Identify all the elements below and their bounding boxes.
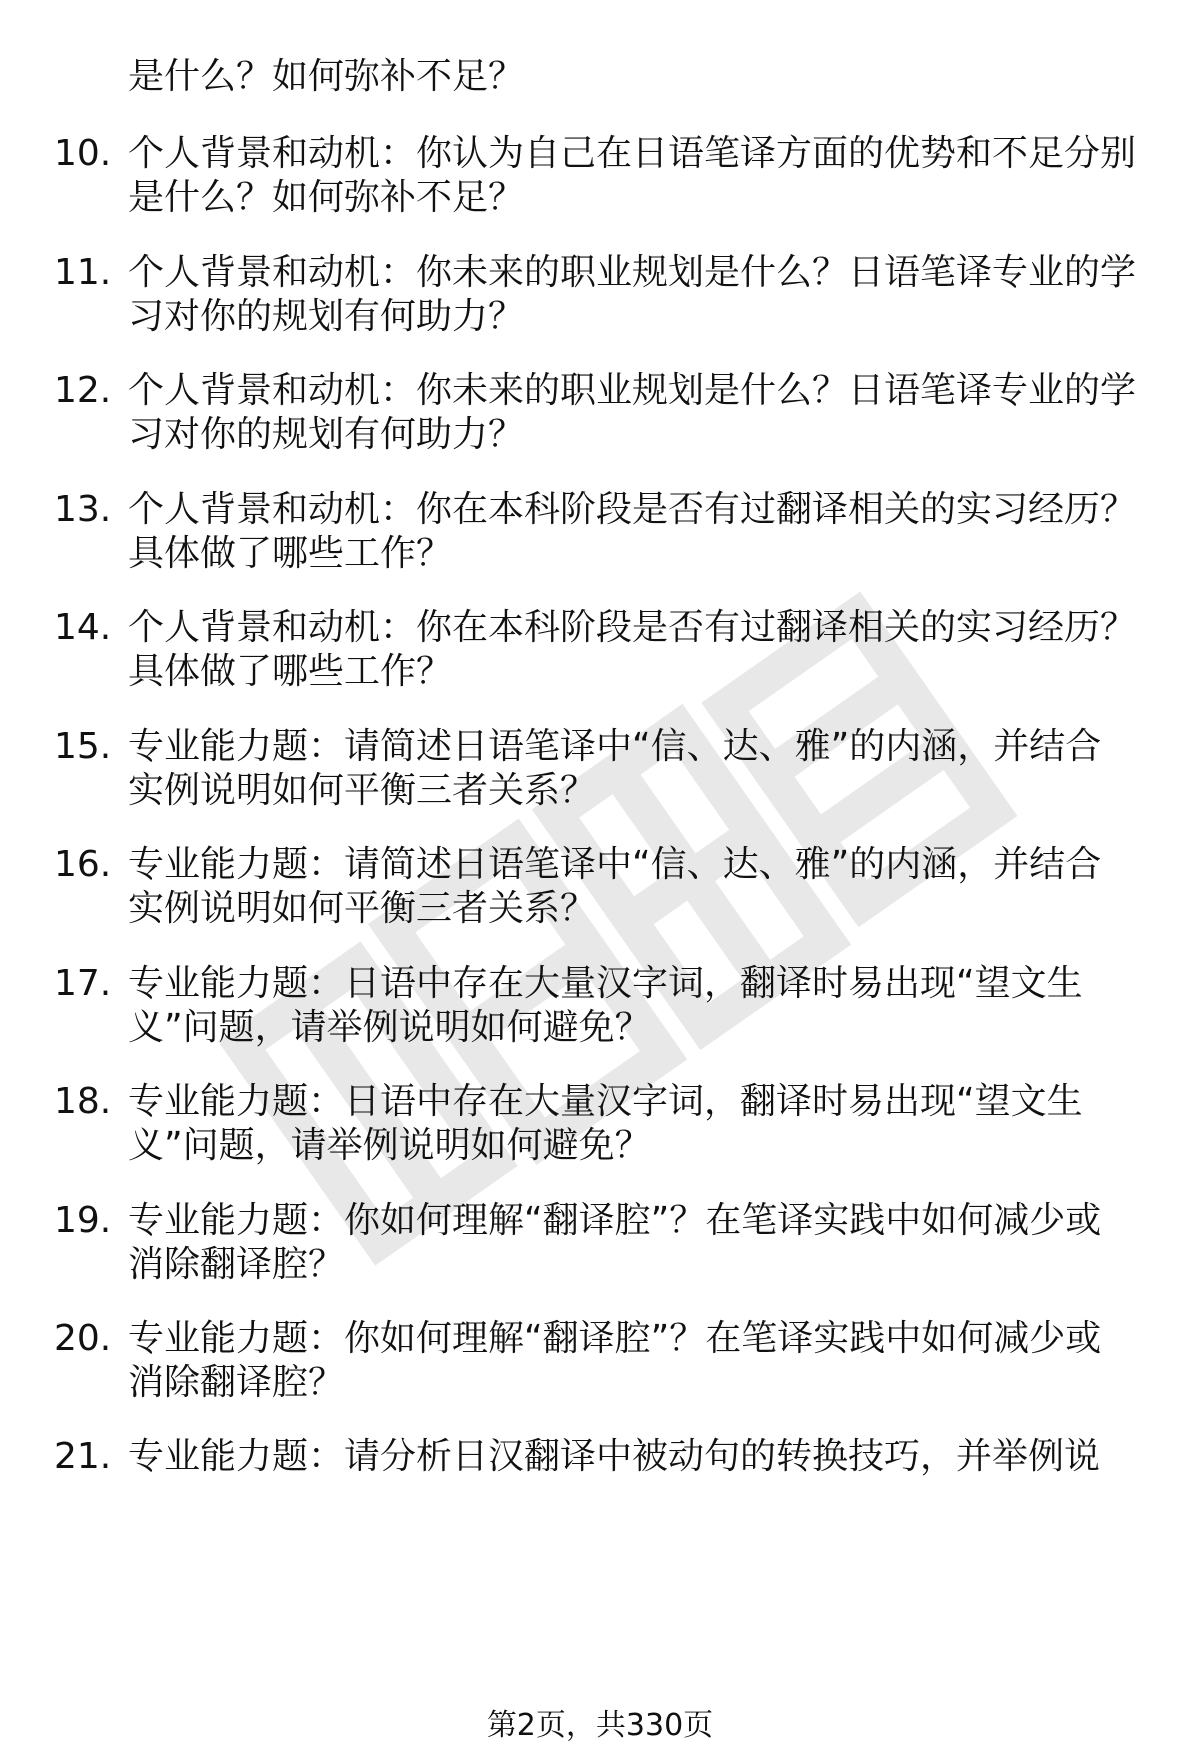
item-text-line2: 实例说明如何平衡三者关系？ bbox=[128, 770, 597, 811]
item-number: 10. bbox=[54, 133, 112, 174]
item-number: 20. bbox=[54, 1318, 112, 1359]
item-number: 16. bbox=[54, 844, 112, 885]
item-number: 13. bbox=[54, 489, 112, 530]
item-number: 18. bbox=[54, 1081, 112, 1122]
item-text-line2: 习对你的规划有何助力？ bbox=[128, 296, 525, 337]
item-number: 17. bbox=[54, 963, 112, 1004]
item-text-line1: 个人背景和动机：你未来的职业规划是什么？日语笔译专业的学 bbox=[128, 370, 1137, 411]
item-text-line1: 个人背景和动机：你认为自己在日语笔译方面的优势和不足分别 bbox=[128, 133, 1137, 174]
item-text-line1: 专业能力题：请简述日语笔译中“信、达、雅”的内涵，并结合 bbox=[128, 726, 1102, 767]
item-text-line1: 专业能力题：日语中存在大量汉字词，翻译时易出现“望文生 bbox=[128, 1081, 1083, 1122]
item-text-line1: 专业能力题：你如何理解“翻译腔”？在笔译实践中如何减少或 bbox=[128, 1200, 1102, 1241]
item-number: 15. bbox=[54, 726, 112, 767]
item-text-line2: 实例说明如何平衡三者关系？ bbox=[128, 888, 597, 929]
item-number: 14. bbox=[54, 607, 112, 648]
item-number: 11. bbox=[54, 252, 112, 293]
item-text-line1: 专业能力题：日语中存在大量汉字词，翻译时易出现“望文生 bbox=[128, 963, 1083, 1004]
item-number: 21. bbox=[54, 1436, 112, 1477]
item-text-line2: 义”问题，请举例说明如何避免？ bbox=[128, 1007, 651, 1048]
page-footer: 第2页，共330页 bbox=[486, 1708, 714, 1743]
item-text-line1: 专业能力题：请分析日汉翻译中被动句的转换技巧，并举例说 bbox=[128, 1436, 1101, 1477]
item-text-line1: 专业能力题：你如何理解“翻译腔”？在笔译实践中如何减少或 bbox=[128, 1318, 1102, 1359]
item-text-line1: 专业能力题：请简述日语笔译中“信、达、雅”的内涵，并结合 bbox=[128, 844, 1102, 885]
item-text-line2: 习对你的规划有何助力？ bbox=[128, 414, 525, 455]
item-text-line1: 个人背景和动机：你在本科阶段是否有过翻译相关的实习经历？ bbox=[128, 607, 1137, 648]
item-text-line1: 个人背景和动机：你未来的职业规划是什么？日语笔译专业的学 bbox=[128, 252, 1137, 293]
item-text-line2: 具体做了哪些工作？ bbox=[128, 651, 453, 692]
item-text-line2: 消除翻译腔？ bbox=[128, 1244, 345, 1285]
continuation-text: 是什么？如何弥补不足？ bbox=[128, 56, 525, 97]
item-number: 19. bbox=[54, 1200, 112, 1241]
item-text-line2: 具体做了哪些工作？ bbox=[128, 533, 453, 574]
item-text-line2: 义”问题，请举例说明如何避免？ bbox=[128, 1125, 651, 1166]
item-number: 12. bbox=[54, 370, 112, 411]
item-text-line1: 个人背景和动机：你在本科阶段是否有过翻译相关的实习经历？ bbox=[128, 489, 1137, 530]
item-text-line2: 消除翻译腔？ bbox=[128, 1362, 345, 1403]
item-text-line2: 是什么？如何弥补不足？ bbox=[128, 177, 525, 218]
